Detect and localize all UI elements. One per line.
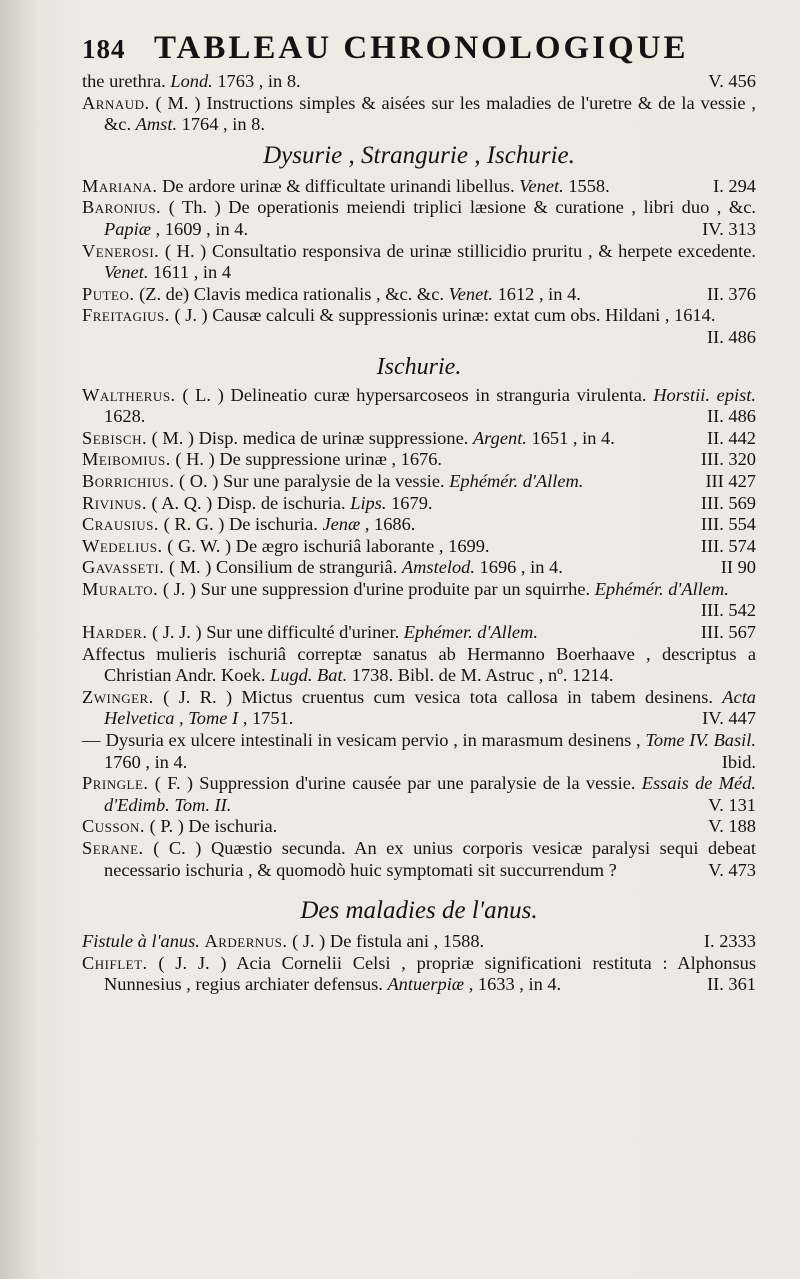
entry-author: Cusson.: [82, 816, 145, 837]
bibliography-entry: [82, 305, 756, 348]
entry-author: Waltherus.: [82, 384, 176, 405]
section-heading-anus: Des maladies de l'anus.: [300, 897, 538, 925]
section-heading-ischurie: Ischurie.: [376, 353, 462, 380]
entry-text: ( J. J. ) Sur une difficulté d'uriner.: [147, 622, 404, 643]
entry-text: ( J. R. ) Mictus cruentus cum vesica tota callosa in tabem desinens.: [153, 686, 723, 707]
entry-author: Borrichius.: [82, 470, 175, 491]
entries-top: [82, 71, 756, 136]
bibliography-entry: [82, 493, 756, 515]
bibliography-entry: [82, 514, 756, 536]
entry-date: , 1609 , in 4.: [155, 218, 249, 239]
entry-place: Lugd. Bat.: [270, 665, 352, 686]
entry-date: 1751.: [251, 708, 294, 729]
entry-date: 1612 , in 4.: [497, 283, 581, 304]
entry-text: ( J. ) Sur une suppression d'urine produite par un squirrhe.: [158, 578, 595, 599]
page-number: 184: [82, 34, 126, 64]
bibliography-entry: [82, 730, 756, 773]
bibliography-entry: [82, 838, 756, 881]
section-heading-dysurie: Dysurie , Strangurie , Ischurie.: [263, 141, 575, 169]
entry-author: Gavasseti.: [82, 557, 165, 578]
entry-place: Ephémer. d'Allem.: [403, 622, 538, 643]
bibliography-entry: [82, 644, 756, 687]
entry-date: 1679.: [391, 492, 433, 513]
entry-author: Puteo.: [82, 283, 135, 304]
entry-reference: III. 542: [700, 600, 756, 621]
entry-text: ( P. ) De ischuria.: [145, 816, 278, 837]
entry-place: Ephémér. d'Allem.: [449, 470, 584, 491]
entry-author: Venerosi.: [82, 240, 160, 261]
entry-author: Harder.: [82, 622, 148, 643]
entry-reference: V. 473: [708, 859, 756, 880]
entry-text: ( H. ) De suppressione urinæ , 1676.: [170, 449, 443, 470]
entry-date: 1696 , in 4.: [479, 557, 563, 578]
entry-reference: III. 320: [700, 449, 756, 470]
entry-text: ( A. Q. ) Disp. de ischuria.: [146, 492, 351, 513]
entry-text: De ardore urinæ & difficultate urinandi libellus.: [157, 175, 520, 196]
entry-place: Venet.: [448, 283, 498, 304]
entry-reference: IV. 447: [702, 708, 756, 729]
bibliography-entry: [82, 687, 756, 730]
entry-place: Venet.: [104, 262, 154, 283]
entry-place: Acta Helvetica , Tome I ,: [104, 686, 756, 729]
entry-text: ( C. ) Quæstio secunda. An ex unius corporis vesicæ paralysi sequi debeat necessario ischuria , & quomodò huic symptomati sit succurrendum ?: [104, 838, 756, 880]
entry-text: ( M. ) Instructions simples & aisées sur les maladies de l'uretre & de la vessie , &c.: [104, 92, 756, 135]
entry-date: 1611 , in 4: [153, 262, 232, 283]
entries-anus: [82, 931, 756, 996]
entry-text: ( O. ) Sur une paralysie de la vessie.: [174, 470, 450, 491]
bibliography-entry: [82, 449, 756, 471]
bibliography-entry: [82, 579, 756, 622]
entry-date: 1558.: [568, 175, 610, 196]
entry-date: 1764 , in 8.: [181, 114, 265, 135]
entry-text: ( G. W. ) De ægro ischuriâ laborante , 1699.: [162, 535, 490, 556]
entry-reference: II. 376: [706, 283, 756, 304]
entry-reference: III. 569: [700, 492, 756, 513]
entry-reference: III. 554: [700, 514, 756, 535]
entry-place: Lond.: [170, 71, 218, 91]
bibliography-entry: [82, 284, 756, 306]
page-header: [82, 30, 756, 67]
running-title: TABLEAU CHRONOLOGIQUE: [154, 30, 689, 66]
entry-place: Argent.: [472, 427, 532, 448]
entry-text: ( L. ) Delineatio curæ hypersarcoseos in stranguria virulenta.: [175, 384, 654, 405]
bibliography-entry: [82, 557, 756, 579]
entry-reference: II 90: [720, 557, 756, 578]
entry-text: ( M. ) Consilium de stranguriâ.: [164, 557, 402, 578]
entry-text: ( M. ) Disp. medica de urinæ suppressione.: [147, 427, 473, 448]
entry-author: Pringle.: [82, 773, 149, 794]
bibliography-entry: [82, 197, 756, 240]
entry-reference: V. 188: [708, 816, 756, 837]
entries-ischurie: [82, 385, 756, 882]
entry-text: ( J. ) De fistula ani , 1588.: [287, 931, 485, 952]
entry-place: Ephémér. d'Allem.: [594, 578, 729, 599]
entry-place: Amst.: [135, 114, 182, 135]
entry-text: ( F. ) Suppression d'urine causée par une paralysie de la vessie.: [148, 773, 642, 794]
bibliography-entry: [82, 93, 756, 136]
entry-author: Freitagius.: [82, 305, 170, 326]
entry-reference: I. 294: [713, 175, 756, 196]
entry-place: Antuerpiæ: [387, 974, 469, 995]
entry-reference: II. 486: [706, 406, 756, 427]
entry-author: Ardernus.: [204, 931, 288, 952]
entry-author: Arnaud.: [82, 92, 150, 113]
entry-reference: III. 574: [700, 535, 756, 556]
entry-author: Serane.: [82, 838, 144, 858]
entry-author: Rivinus.: [82, 492, 147, 513]
entry-text: the urethra.: [82, 71, 171, 91]
entry-reference: II. 442: [706, 427, 756, 448]
entry-text: ( Th. ) De operationis meiendi triplici læsione & curatione , libri duo , &c.: [161, 197, 756, 218]
entry-text: (Z. de) Clavis medica rationalis , &c. &c.: [134, 283, 449, 304]
bibliography-entry: [82, 176, 756, 198]
entry-text: Dysuria ex ulcere intestinali in vesicam pervio , in marasmum desinens ,: [100, 730, 646, 751]
entry-lead: Fistule à l'anus.: [82, 931, 205, 952]
entry-date: 1628.: [104, 406, 146, 427]
bibliography-entry: [82, 428, 756, 450]
entry-date: , 1633 , in 4.: [468, 974, 562, 995]
entry-date: 1738. Bibl. de M. Astruc , nº. 1214.: [351, 665, 614, 686]
entry-text: ( J. J. ) Acia Cornelii Celsi , propriæ significationi restituta : Alphonsus Nunnesius , regius archiater defensus.: [104, 952, 756, 995]
entry-reference: V. 456: [708, 71, 756, 91]
bibliography-entry: [82, 953, 756, 996]
entry-author: Meibomius.: [82, 449, 171, 470]
entry-place: Lips.: [350, 492, 392, 513]
entry-reference: II. 486: [706, 326, 756, 347]
entry-reference: Ibid.: [721, 751, 756, 772]
entry-place: Tome IV. Basil.: [645, 730, 756, 751]
entry-place: Essais de Méd. d'Edimb. Tom. II.: [104, 773, 757, 815]
entry-reference: I. 2333: [703, 931, 756, 952]
bibliography-entry: [82, 536, 756, 558]
entry-date: 1763 , in 8.: [217, 71, 301, 91]
entry-author: Zwinger.: [82, 686, 154, 707]
bibliography-entry: [82, 241, 756, 284]
entry-author: Mariana.: [82, 175, 158, 196]
bibliography-entry: [82, 931, 756, 953]
entry-text: Affectus mulieris ischuriâ correptæ sanatus ab Hermanno Boerhaave , descriptus a Christian Andr. Koek.: [82, 643, 756, 686]
bibliography-entry: [82, 622, 756, 644]
bibliography-entry: [82, 816, 756, 838]
entry-reference: IV. 313: [702, 218, 756, 239]
entry-author: Sebisch.: [82, 427, 148, 448]
entries-dysurie: [82, 176, 756, 349]
entry-place: Jenæ: [322, 514, 365, 535]
entry-place: Venet.: [519, 175, 569, 196]
entry-reference: III 427: [705, 470, 756, 491]
entry-author: —: [82, 730, 101, 751]
entry-text: ( J. ) Causæ calculi & suppressionis urinæ: extat cum obs. Hildani , 1614.: [169, 305, 716, 326]
entry-text: ( R. G. ) De ischuria.: [159, 514, 323, 535]
entry-author: Muralto.: [82, 578, 159, 599]
entry-place: Papiæ: [104, 218, 156, 239]
entry-author: Crausius.: [82, 514, 159, 535]
entry-place: Amstelod.: [401, 557, 480, 578]
entry-date: 1760 , in 4.: [104, 751, 188, 772]
entry-reference: III. 567: [700, 622, 756, 643]
entry-text: ( H. ) Consultatio responsiva de urinæ stillicidio pruritu , & herpete excedente.: [159, 240, 756, 261]
entry-date: 1651 , in 4.: [531, 427, 615, 448]
bibliography-entry: [82, 385, 756, 428]
entry-reference: V. 131: [708, 794, 756, 815]
entry-author: Baronius.: [82, 197, 162, 218]
bibliography-entry: [82, 471, 756, 493]
bibliography-entry: [82, 773, 756, 816]
entry-date: , 1686.: [364, 514, 416, 535]
entry-place: Horstii. epist.: [653, 384, 756, 405]
entry-author: Chiflet.: [82, 952, 148, 973]
bibliography-entry: [82, 71, 756, 93]
entry-author: Wedelius.: [82, 535, 163, 556]
entry-reference: II. 361: [706, 974, 756, 995]
